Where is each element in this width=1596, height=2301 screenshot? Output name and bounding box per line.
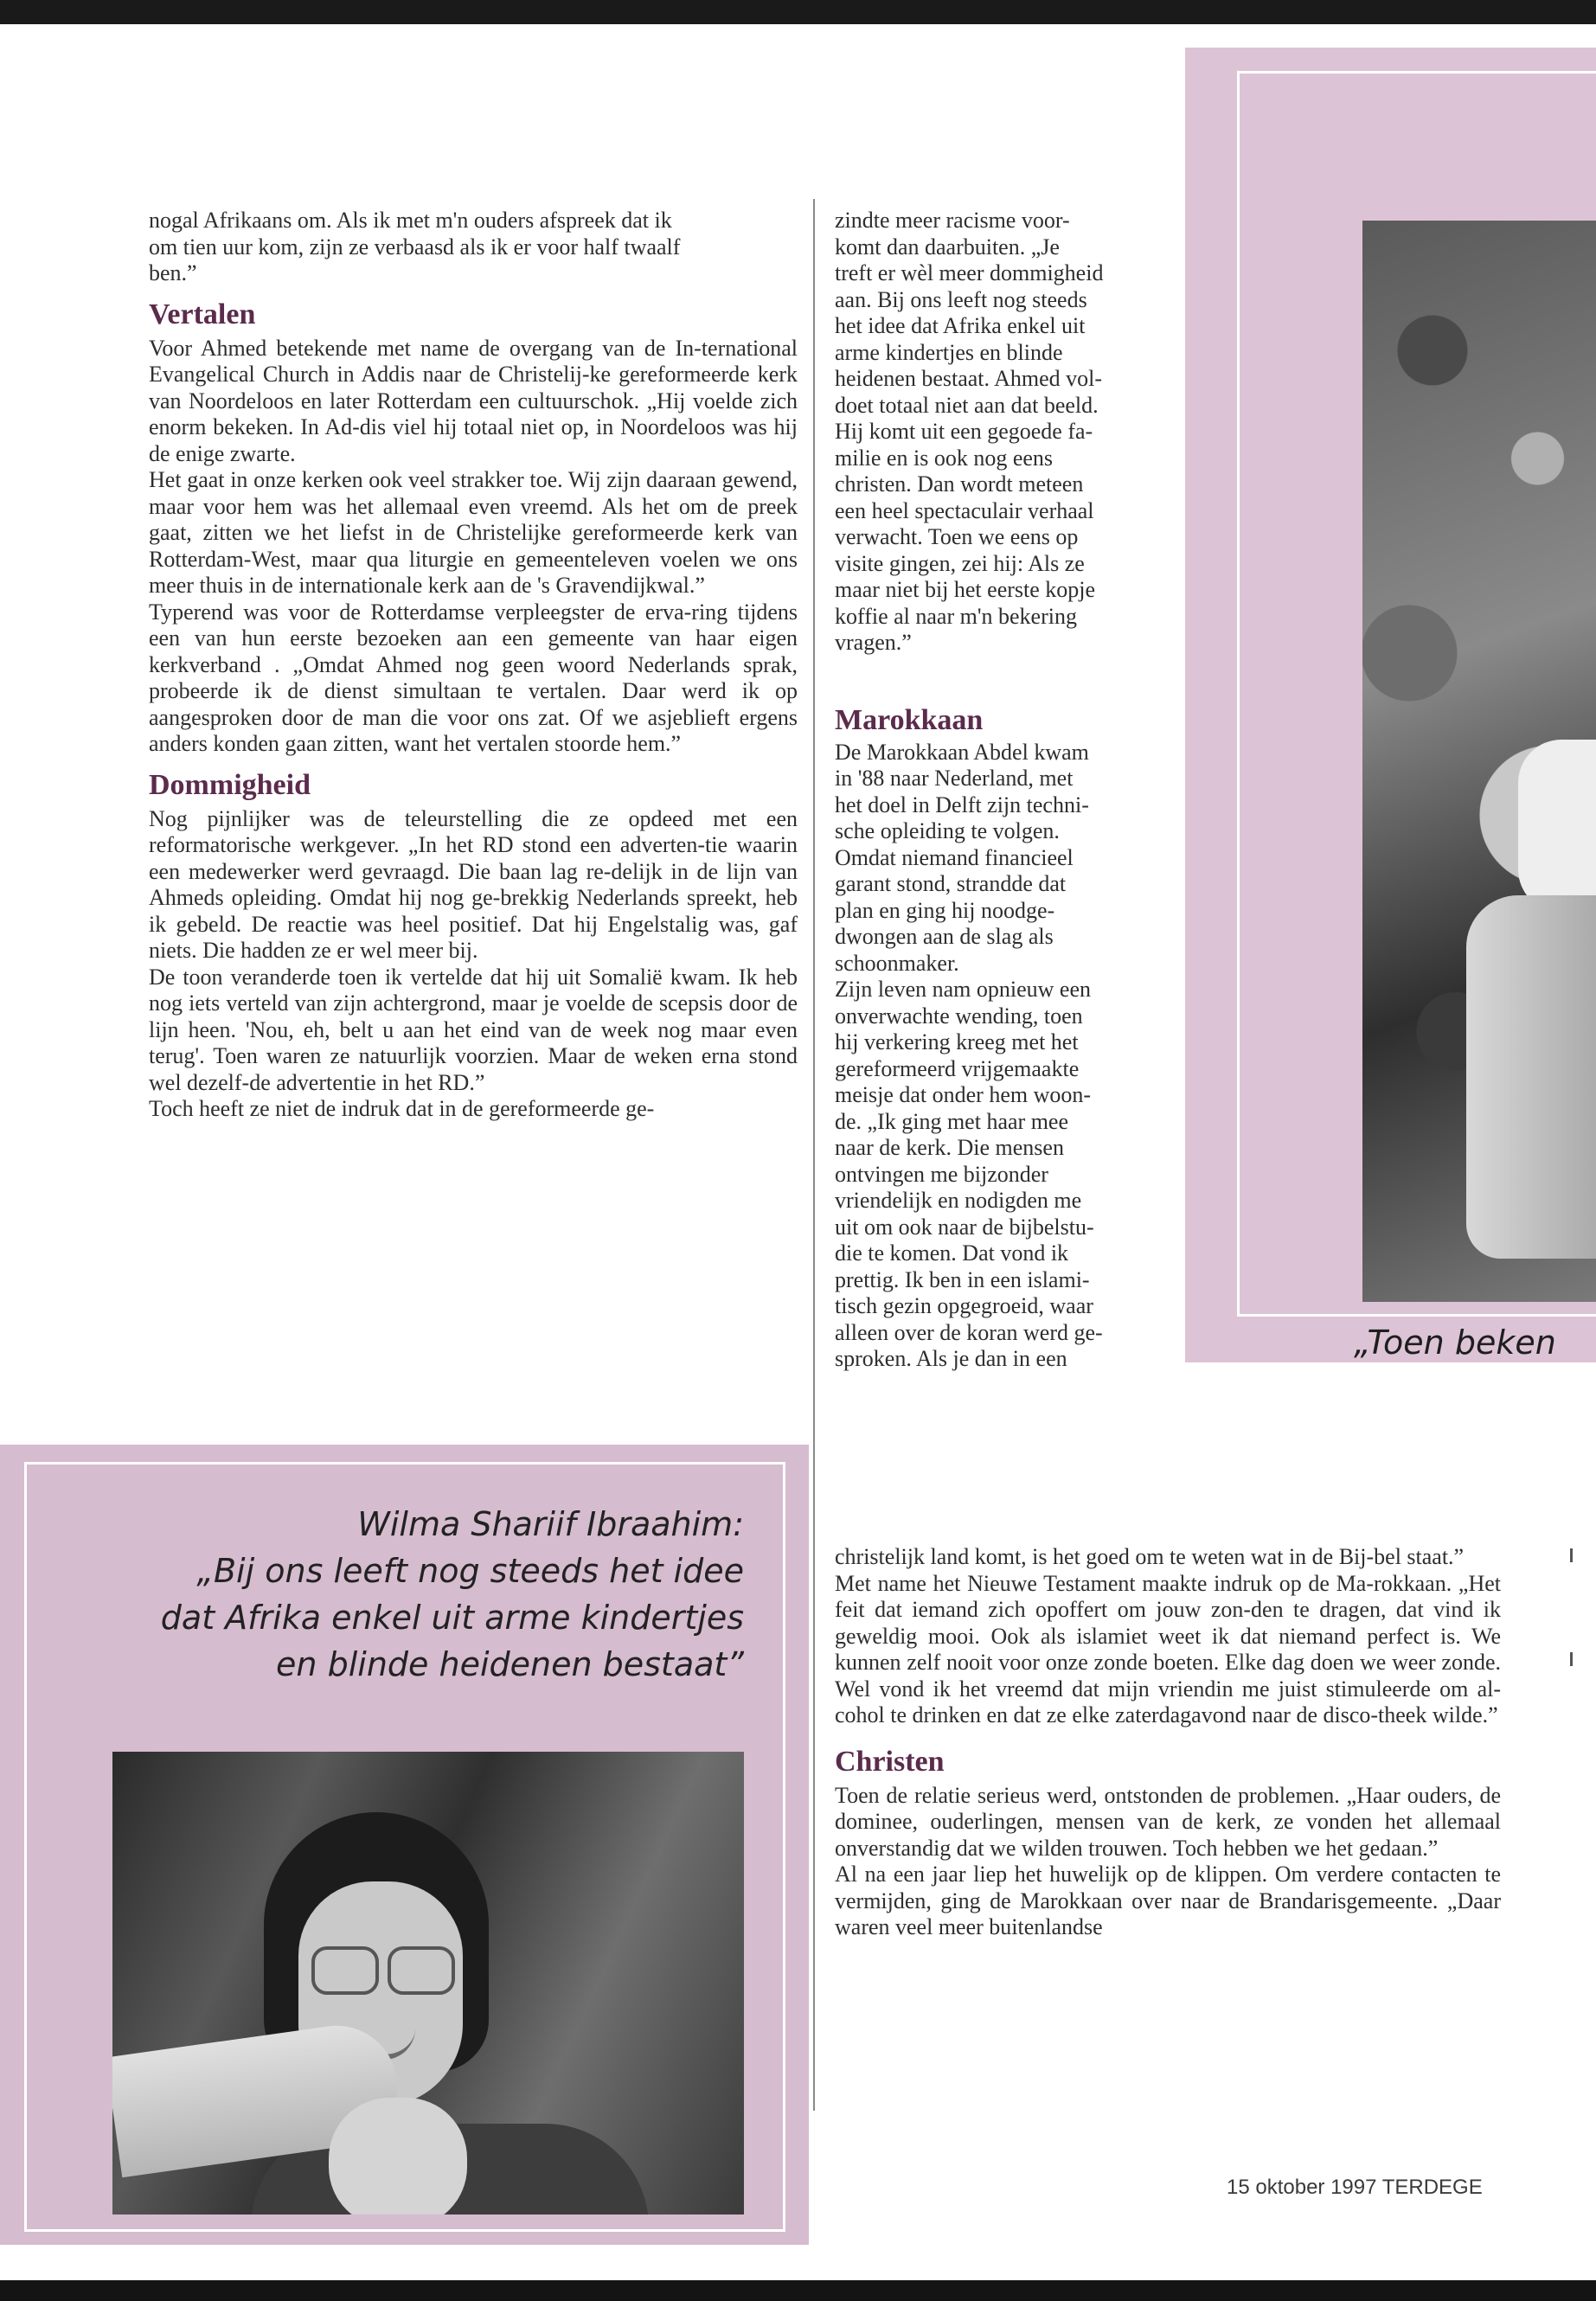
paragraph: Met name het Nieuwe Testament maakte indruk op de Ma-rokkaan. „Het feit dat iemand zich opoffert om jouw zon-den te dragen, dat vind ik geweldig mooi. Ook als islamiet weet ik dat niemand perfect is. We kunnen zelf nooit voor onze zonde boeten. Elke dag doen we weer zonde. Wel vond ik het vreemd dat mijn vriendin me juist stimuleerde om al-cohol te drinken en dat ze elke zaterdagavond naar de disco-theek wilde.” <box>835 1570 1501 1727</box>
text-line: maar niet bij het eerste kopje <box>835 577 1096 602</box>
portrait-hand <box>329 2098 467 2214</box>
text-line: Hij komt uit een gegoede fa- <box>835 419 1093 444</box>
text-line: doet totaal niet aan dat beeld. <box>835 392 1099 418</box>
pull-quote-line: dat Afrika enkel uit arme kindertjes <box>160 1599 744 1637</box>
section-heading-vertalen: Vertalen <box>149 298 256 330</box>
text-line: christen. Dan wordt meteen <box>835 471 1084 497</box>
text-line: dwongen aan de slag als <box>835 924 1054 949</box>
text-line: Zijn leven nam opnieuw een <box>835 977 1092 1002</box>
portrait-glasses-left <box>311 1946 379 1995</box>
pull-quote-line: „Bij ons leeft nog steeds het idee <box>196 1552 744 1590</box>
text-line: het doel in Delft zijn techni- <box>835 792 1089 817</box>
text-line: naar de kerk. Die mensen <box>835 1135 1064 1160</box>
paragraph: Voor Ahmed betekende met name de overgang van de In-ternational Evangelical Church in Addis naar de Christelij-ke gereformeerde kerk van Noordeloos en later Rotterdam een cultuurschok. „Hij voelde zich enorm bekeken. In Ad-dis viel hij totaal niet op, in Noordeloos was hij de enige zwarte. <box>149 335 798 466</box>
text-line: arme kindertjes en blinde <box>835 339 1063 365</box>
text-line: nogal Afrikaans om. Als ik met m'n ouders afspreek dat ik <box>149 208 672 233</box>
paragraph: Nog pijnlijker was de teleurstelling die ze opdeed met een reformatorische werkgever. „In het RD stond een adverten-tie waarin een medewerker werd gevraagd. Die baan lag re-delijk in de lijn van Ahmeds opleiding. Omdat hij nog ge-brekkig Nederlands spreekt, heb ik gebeld. De reactie was heel positief. Dat hij Engelstalig was, gaf niets. Die hadden ze er wel meer bij. <box>149 805 798 963</box>
text-line: garant stond, strandde dat <box>835 871 1067 896</box>
top-rule <box>0 0 1596 24</box>
text-line: koffie al naar m'n bekering <box>835 603 1077 629</box>
text-line: alleen over de koran werd ge- <box>835 1319 1103 1345</box>
text-line: komt dan daarbuiten. „Je <box>835 234 1060 260</box>
text-line: verwacht. Toen we eens op <box>835 524 1079 549</box>
text-line: onverwachte wending, toen <box>835 1003 1083 1029</box>
text-line: milie en is ook nog eens <box>835 445 1054 471</box>
text-line: zindte meer racisme voor- <box>835 208 1070 233</box>
portrait-photo <box>112 1752 744 2214</box>
couple-photo <box>1362 221 1596 1302</box>
text-line: vriendelijk en nodigden me <box>835 1188 1082 1213</box>
text-line: sche opleiding te volgen. <box>835 818 1060 843</box>
text-line: om tien uur kom, zijn ze verbaasd als ik er voor half twaalf <box>149 234 681 260</box>
pull-quote <box>52 1501 744 1688</box>
text-line: heidenen bestaat. Ahmed vol- <box>835 366 1103 391</box>
portrait-glasses-right <box>388 1946 455 1995</box>
text-line: gereformeerd vrijgemaakte <box>835 1055 1080 1081</box>
text-line: meisje dat onder hem woon- <box>835 1082 1092 1107</box>
photo-highlight <box>1518 740 1596 913</box>
text-line: hij verkering kreeg met het <box>835 1029 1079 1054</box>
wide-column <box>835 1544 1501 1941</box>
margin-mark <box>1570 1652 1573 1666</box>
page-folio: 15 oktober 1997 TERDEGE <box>1227 2176 1483 2199</box>
text-line: Omdat niemand financieel <box>835 844 1074 870</box>
right-column <box>835 208 1103 1373</box>
pull-quote-line: en blinde heidenen bestaat” <box>276 1645 744 1683</box>
text-line: het idee dat Afrika enkel uit <box>835 313 1086 338</box>
photo-figure <box>1466 895 1596 1259</box>
text-line: aan. Bij ons leeft nog steeds <box>835 286 1087 312</box>
text-line: een heel spectaculair verhaal <box>835 497 1094 523</box>
text-line: ben.” <box>149 260 197 285</box>
text-line: uit om ook naar de bijbelstu- <box>835 1214 1094 1240</box>
text-line: ontvingen me bijzonder <box>835 1161 1048 1187</box>
text-line: treft er wèl meer dommigheid <box>835 260 1104 285</box>
paragraph: christelijk land komt, is het goed om te weten wat in de Bij-bel staat.” <box>835 1544 1465 1569</box>
text-line: De Marokkaan Abdel kwam <box>835 739 1089 765</box>
right-pull-quote: „Toen beken <box>1354 1324 1556 1362</box>
paragraph: Typerend was voor de Rotterdamse verpleegster de erva-ring tijdens een van hun eerste bezoeken aan een gemeente van haar eigen kerkverband . „Omdat Ahmed nog geen woord Nederlands sprak, probeerde ik de dienst simultaan te vertalen. Daar werd ik op aangesproken door de man die voor ons zat. Of we asjeblieft ergens anders konden gaan zitten, want het vertalen stoorde hem.” <box>149 599 798 756</box>
section-heading-christen: Christen <box>835 1745 945 1778</box>
pull-quote-line: Wilma Shariif Ibraahim: <box>357 1505 744 1543</box>
text-line: vragen.” <box>835 630 912 655</box>
text-line: die te komen. Dat vond ik <box>835 1240 1069 1266</box>
text-line: in '88 naar Nederland, met <box>835 766 1074 791</box>
section-heading-marokkaan: Marokkaan <box>835 703 984 736</box>
paragraph: Toen de relatie serieus werd, ontstonden de problemen. „Haar ouders, de dominee, ouderlingen, mensen van de kerk, ze vonden het allemaal onverstandig dat we wilden trouwen. Toch hebben we het gedaan.” <box>835 1782 1501 1861</box>
text-line: prettig. Ik ben in een islami- <box>835 1266 1090 1292</box>
bottom-rule <box>0 2280 1596 2301</box>
text-line: schoonmaker. <box>835 950 959 976</box>
text-line: sproken. Als je dan in een <box>835 1346 1067 1371</box>
text-line: plan en ging hij noodge- <box>835 897 1055 923</box>
text-line: visite gingen, zei hij: Als ze <box>835 550 1085 576</box>
text-line: tisch gezin opgegroeid, waar <box>835 1293 1093 1318</box>
section-heading-dommigheid: Dommigheid <box>149 768 311 801</box>
column-divider <box>813 199 815 2111</box>
text-line: de. „Ik ging met haar mee <box>835 1108 1068 1134</box>
margin-mark <box>1570 1548 1573 1562</box>
left-column <box>149 208 798 1123</box>
paragraph: Al na een jaar liep het huwelijk op de klippen. Om verdere contacten te vermijden, ging de Marokkaan over naar de Brandarisgemeente. „Daar waren veel meer buitenlandse <box>835 1862 1501 1939</box>
paragraph: De toon veranderde toen ik vertelde dat hij uit Somalië kwam. Ik heb nog iets verteld van zijn achtergrond, maar je voelde de scepsis door de lijn heen. 'Nou, eh, belt u aan het eind van de week nog maar even terug'. Toen waren ze natuurlijk voorzien. Maar de weken erna stond wel dezelf-de advertentie in het RD.” <box>149 964 798 1095</box>
paragraph: Toch heeft ze niet de indruk dat in de gereformeerde ge- <box>149 1096 655 1121</box>
paragraph: Het gaat in onze kerken ook veel strakker toe. Wij zijn daaraan gewend, maar voor hem was het allemaal even vreemd. Als het om de preek gaat, zitten we het liefst in de Christelijke gereformeerde kerk van Rotterdam-West, maar qua liturgie en gemeenteleven voelen we ons meer thuis in de internationale kerk aan de 's Gravendijkwal.” <box>149 467 798 598</box>
